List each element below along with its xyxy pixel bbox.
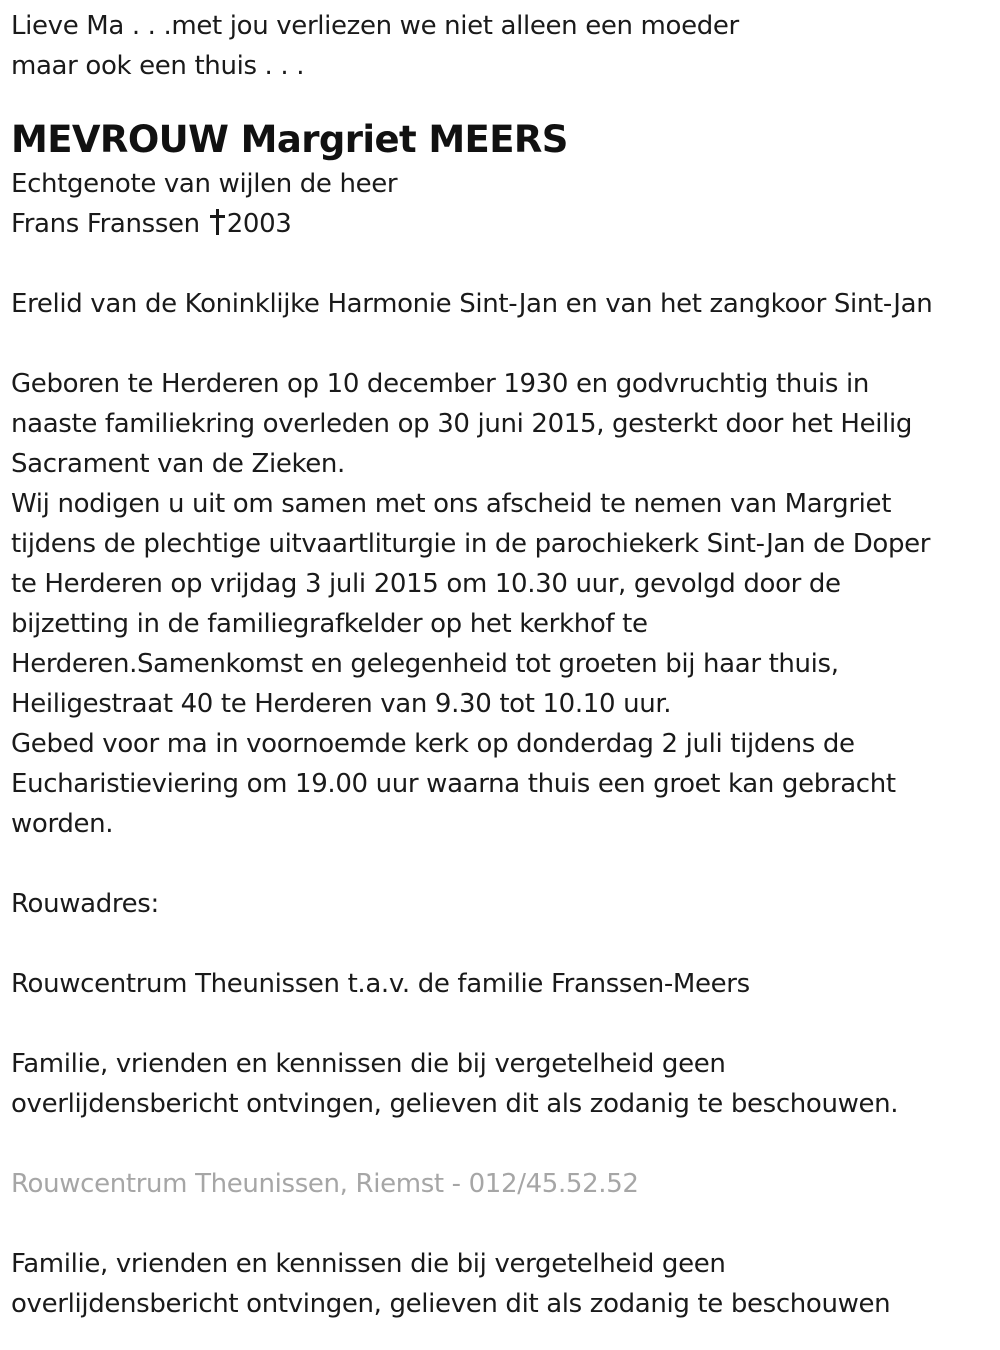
notice-second xyxy=(11,1244,990,1324)
announcement-line: Herderen.Samenkomst en gelegenheid tot groeten bij haar thuis, xyxy=(11,649,839,679)
motto-line: Lieve Ma . . .met jou verliezen we niet alleen een moeder xyxy=(11,11,739,41)
announcement-line: naaste familiekring overleden op 30 juni 2015, gesterkt door het Heilig xyxy=(11,409,912,439)
notice-first xyxy=(11,1044,990,1124)
spouse-intro: Echtgenote van wijlen de heer xyxy=(11,169,398,199)
motto-line: maar ook een thuis . . . xyxy=(11,51,305,81)
announcement-line: Sacrament van de Zieken. xyxy=(11,449,345,479)
announcement-line: Heiligestraat 40 te Herderen van 9.30 tot 10.10 uur. xyxy=(11,689,672,719)
notice-line: Familie, vrienden en kennissen die bij vergetelheid geen xyxy=(11,1049,726,1079)
announcement-line: Geboren te Herderen op 10 december 1930 en godvruchtig thuis in xyxy=(11,369,870,399)
notice-line: overlijdensbericht ontvingen, gelieven dit als zodanig te beschouwen xyxy=(11,1289,891,1319)
spouse-info xyxy=(11,164,990,244)
announcement-line: te Herderen op vrijdag 3 juli 2015 om 10.30 uur, gevolgd door de xyxy=(11,569,841,599)
mourning-address-label: Rouwadres: xyxy=(11,889,159,919)
spouse-name: Frans Franssen xyxy=(11,209,200,239)
announcement-line: Gebed voor ma in voornoemde kerk op donderdag 2 juli tijdens de xyxy=(11,729,855,759)
membership: Erelid van de Koninklijke Harmonie Sint-Jan en van het zangkoor Sint-Jan xyxy=(11,289,933,319)
cross-icon xyxy=(210,209,224,235)
announcement-line: tijdens de plechtige uitvaartliturgie in de parochiekerk Sint-Jan de Doper xyxy=(11,529,931,559)
announcement-line: Eucharistieviering om 19.00 uur waarna thuis een groet kan gebracht xyxy=(11,769,896,799)
notice-line: Familie, vrienden en kennissen die bij vergetelheid geen xyxy=(11,1249,726,1279)
spouse-death-year: 2003 xyxy=(226,209,292,239)
deceased-name: MEVROUW Margriet MEERS xyxy=(11,118,568,161)
announcement-line: Wij nodigen u uit om samen met ons afscheid te nemen van Margriet xyxy=(11,489,892,519)
announcement xyxy=(11,364,990,844)
announcement-line: bijzetting in de familiegrafkelder op het kerkhof te xyxy=(11,609,648,639)
mourning-address-value: Rouwcentrum Theunissen t.a.v. de familie Franssen-Meers xyxy=(11,969,750,999)
motto xyxy=(11,6,990,86)
announcement-line: worden. xyxy=(11,809,114,839)
notice-line: overlijdensbericht ontvingen, gelieven dit als zodanig te beschouwen. xyxy=(11,1089,899,1119)
spouse-line xyxy=(11,204,990,244)
funeral-home-contact: Rouwcentrum Theunissen, Riemst - 012/45.52.52 xyxy=(11,1169,639,1199)
